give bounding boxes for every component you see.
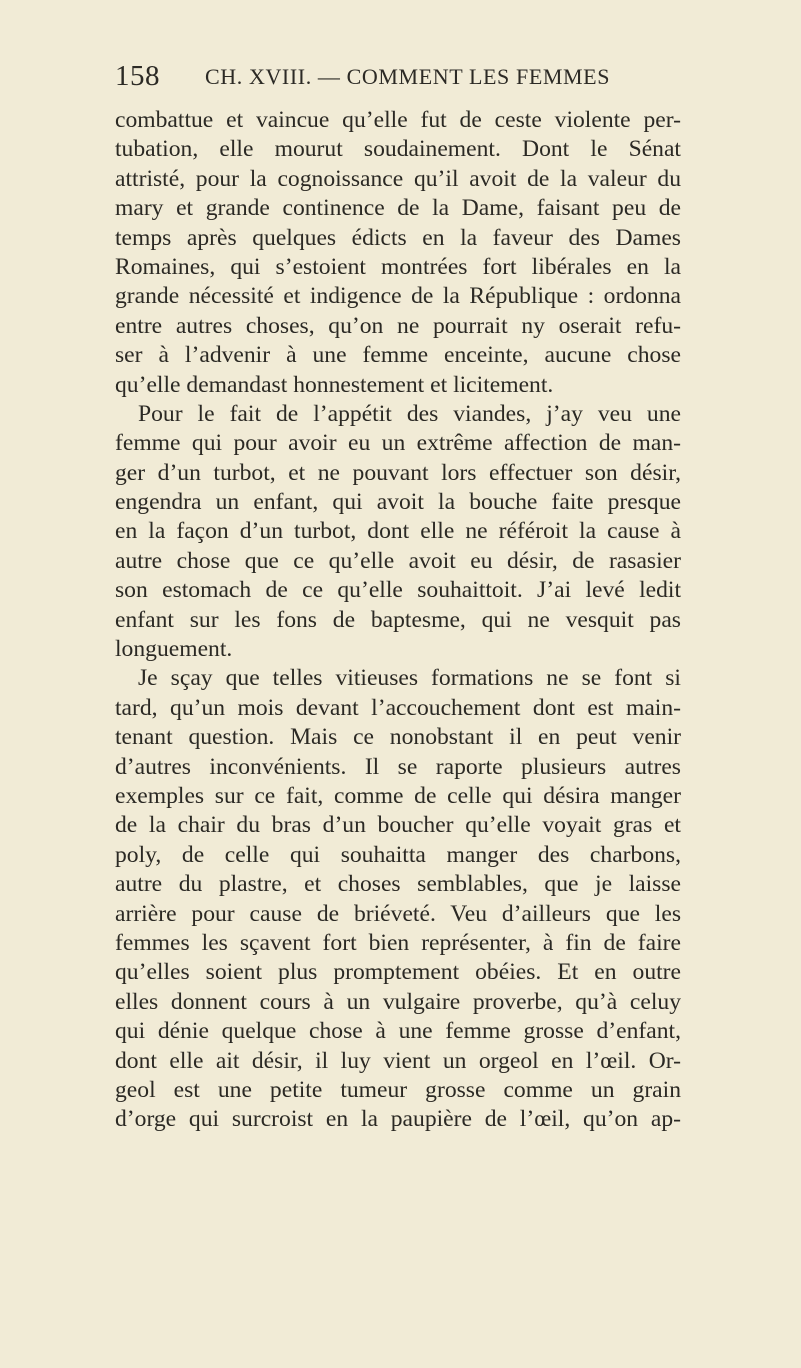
text-line: d’autres inconvénients. Il se raporte plusieurs autres — [115, 753, 681, 780]
text-line: tubation, elle mourut soudainement. Dont le Sénat — [115, 136, 681, 163]
page-number: 158 — [115, 60, 160, 92]
text-line: enfant sur les fons de baptesme, qui ne vesquit pas — [115, 606, 681, 633]
text-line: tard, qu’un mois devant l’accouchement dont est main- — [115, 694, 681, 721]
text-line: autre du plastre, et choses semblables, que je laisse — [115, 871, 681, 898]
text-line: de la chair du bras d’un boucher qu’elle voyait gras et — [115, 812, 681, 839]
paragraph — [115, 106, 681, 400]
text-line: qu’elle demandast honnestement et licitement. — [115, 371, 554, 398]
body-text — [115, 106, 681, 1135]
text-line: attristé, pour la cognoissance qu’il avoit de la valeur du — [115, 165, 681, 192]
paragraph — [115, 400, 681, 665]
running-head: CH. XVIII. — COMMENT LES FEMMES — [205, 64, 611, 89]
text-line: entre autres choses, qu’on ne pourrait ny oserait refu- — [115, 312, 681, 339]
text-line: grande nécessité et indigence de la République : ordonna — [115, 283, 681, 310]
text-line: femme qui pour avoir eu un extrême affection de man- — [115, 430, 681, 457]
text-line: Je sçay que telles vitieuses formations ne se font si — [138, 665, 681, 692]
text-line: longuement. — [115, 636, 233, 663]
text-line: Romaines, qui s’estoient montrées fort libérales en la — [115, 253, 681, 280]
text-line: dont elle ait désir, il luy vient un orgeol en l’œil. Or- — [115, 1047, 681, 1074]
text-line: exemples sur ce fait, comme de celle qui désira manger — [115, 782, 681, 809]
text-line: tenant question. Mais ce nonobstant il en peut venir — [115, 724, 681, 751]
text-line: Pour le fait de l’appétit des viandes, j’ay veu une — [138, 400, 681, 427]
paragraph — [115, 664, 681, 1134]
text-line: poly, de celle qui souhaitta manger des charbons, — [115, 841, 681, 868]
text-line: geol est une petite tumeur grosse comme un grain — [115, 1076, 681, 1103]
text-line: ger d’un turbot, et ne pouvant lors effectuer son désir, — [115, 459, 681, 486]
page-header — [115, 60, 685, 96]
text-line: son estomach de ce qu’elle souhaittoit. J’ai levé ledit — [115, 577, 681, 604]
text-line: femmes les sçavent fort bien représenter, à fin de faire — [115, 929, 681, 956]
text-line: engendra un enfant, qui avoit la bouche faite presque — [115, 489, 681, 516]
text-line: en la façon d’un turbot, dont elle ne référoit la cause à — [115, 518, 681, 545]
text-line: mary et grande continence de la Dame, faisant peu de — [115, 195, 681, 222]
text-line: temps après quelques édicts en la faveur des Dames — [115, 224, 681, 251]
text-line: qu’elles soient plus promptement obéies. Et en outre — [115, 959, 681, 986]
text-line: combattue et vaincue qu’elle fut de ceste violente per- — [115, 107, 681, 133]
text-line: arrière pour cause de briéveté. Veu d’ailleurs que les — [115, 900, 681, 927]
text-line: elles donnent cours à un vulgaire proverbe, qu’à celuy — [115, 988, 681, 1015]
text-line: autre chose que ce qu’elle avoit eu désir, de rasasier — [115, 547, 681, 574]
text-line: qui dénie quelque chose à une femme grosse d’enfant, — [115, 1018, 681, 1045]
text-line: ser à l’advenir à une femme enceinte, aucune chose — [115, 342, 681, 369]
text-line: d’orge qui surcroist en la paupière de l’œil, qu’on ap- — [115, 1106, 681, 1133]
